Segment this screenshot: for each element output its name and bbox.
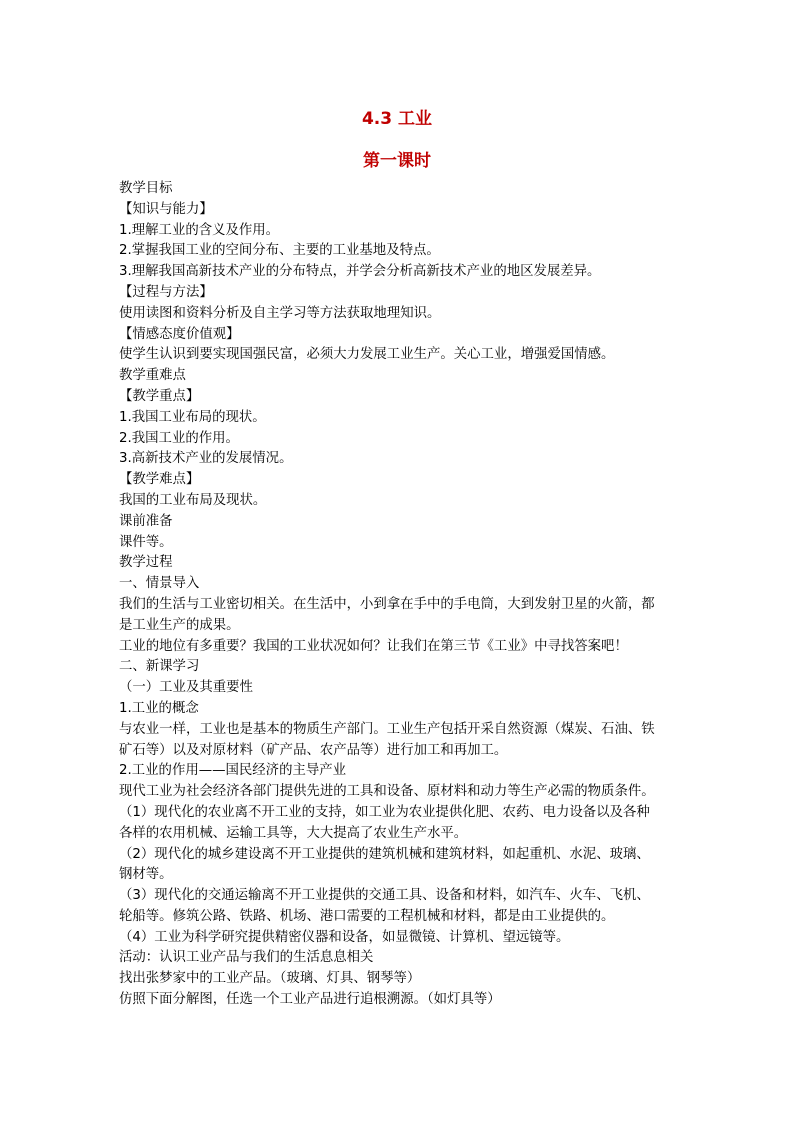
section-heading: 教学重难点 [119, 368, 186, 384]
subsection-heading: 【情感态度价值观】 [119, 326, 240, 342]
text-line: 找出张梦家中的工业产品。（玻璃、灯具、钢琴等） [119, 971, 421, 987]
document-body [119, 179, 679, 1011]
text-line: 现代工业为社会经济各部门提供先进的工具和设备、原材料和动力等生产必需的物质条件。 [119, 784, 655, 800]
text-line: 3.理解我国高新技术产业的分布特点，并学会分析高新技术产业的地区发展差异。 [119, 264, 601, 280]
subsection-heading: 2.工业的作用——国民经济的主导产业 [119, 763, 347, 779]
subsection-heading: 【过程与方法】 [119, 284, 213, 300]
text-line: 各样的农用机械、运输工具等，大大提高了农业生产水平。 [119, 825, 468, 841]
section-heading: 一、情景导入 [119, 576, 200, 592]
section-heading: 二、新课学习 [119, 659, 200, 675]
section-heading: 课前准备 [119, 513, 173, 529]
text-line: 是工业生产的成果。 [119, 617, 240, 633]
lesson-subtitle: 第一课时 [363, 151, 431, 171]
subsection-heading: （一）工业及其重要性 [119, 680, 253, 696]
text-line: 1.理解工业的含义及作用。 [119, 222, 280, 238]
text-line: 工业的地位有多重要？我国的工业状况如何？让我们在第三节《工业》中寻找答案吧！ [119, 638, 628, 654]
subsection-heading: 【知识与能力】 [119, 201, 213, 217]
subsection-heading: 【教学重点】 [119, 388, 200, 404]
text-line: 3.高新技术产业的发展情况。 [119, 451, 293, 467]
text-line: 2.掌握我国工业的空间分布、主要的工业基地及特点。 [119, 243, 440, 259]
text-line: （1）现代化的农业离不开工业的支持，如工业为农业提供化肥、农药、电力设备以及各种 [119, 804, 650, 820]
text-line: 活动：认识工业产品与我们的生活息息相关 [119, 950, 374, 966]
text-line: 1.我国工业布局的现状。 [119, 409, 266, 425]
document-title: 4.3 工业 [361, 109, 433, 129]
text-line: 我们的生活与工业密切相关。在生活中，小到拿在手中的手电筒，大到发射卫星的火箭，都 [119, 596, 655, 612]
text-line: 2.我国工业的作用。 [119, 430, 239, 446]
text-line: 钢材等。 [119, 867, 173, 883]
text-line: 轮船等。修筑公路、铁路、机场、港口需要的工程机械和材料，都是由工业提供的。 [119, 908, 615, 924]
text-line: （3）现代化的交通运输离不开工业提供的交通工具、设备和材料，如汽车、火车、飞机、 [119, 888, 650, 904]
text-line: （4）工业为科学研究提供精密仪器和设备，如显微镜、计算机、望远镜等。 [119, 929, 570, 945]
text-line: 与农业一样，工业也是基本的物质生产部门。工业生产包括开采自然资源（煤炭、石油、铁 [119, 721, 655, 737]
text-line: 仿照下面分解图，任选一个工业产品进行追根溯源。（如灯具等） [119, 992, 501, 1008]
subsection-heading: 【教学难点】 [119, 472, 200, 488]
text-line: 我国的工业布局及现状。 [119, 492, 267, 508]
text-line: （2）现代化的城乡建设离不开工业提供的建筑机械和建筑材料，如起重机、水泥、玻璃、 [119, 846, 650, 862]
section-heading: 教学过程 [119, 555, 173, 571]
text-line: 使学生认识到要实现国强民富，必须大力发展工业生产。关心工业，增强爱国情感。 [119, 347, 615, 363]
text-line: 矿石等）以及对原材料（矿产品、农产品等）进行加工和再加工。 [119, 742, 508, 758]
subsection-heading: 1.工业的概念 [119, 700, 199, 716]
text-line: 使用读图和资料分析及自主学习等方法获取地理知识。 [119, 305, 441, 321]
text-line: 课件等。 [119, 534, 173, 550]
section-heading: 教学目标 [119, 181, 173, 196]
